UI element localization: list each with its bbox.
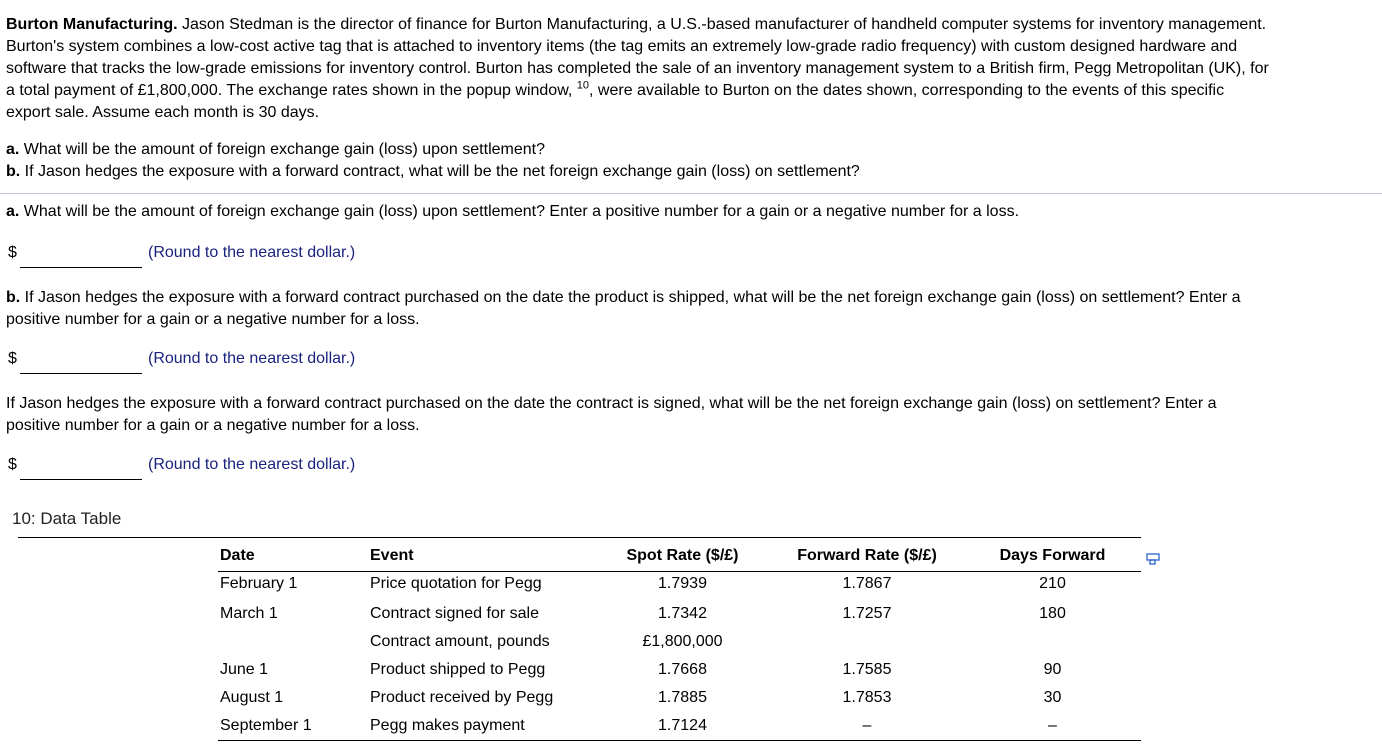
table-cell-forward: 1.7853	[842, 689, 892, 706]
table-cell-date: August 1	[220, 689, 284, 706]
question-b: b. If Jason hedges the exposure with a forward contract, what will be the net foreign exchange gain (loss) on settlement?	[6, 163, 860, 180]
table-bottom-rule	[218, 740, 1141, 741]
table-cell-date: June 1	[220, 661, 269, 678]
answer-input-b[interactable]	[20, 350, 142, 374]
rounding-hint: (Round to the nearest dollar.)	[148, 456, 356, 473]
table-cell-days: 30	[1043, 689, 1062, 706]
table-cell-event: Pegg makes payment	[370, 717, 525, 734]
table-cell-spot: 1.7668	[658, 661, 707, 678]
table-cell-forward: –	[862, 717, 872, 734]
header-rule	[218, 571, 1141, 572]
rounding-hint: (Round to the nearest dollar.)	[148, 350, 356, 367]
intro-line-4a: a total payment of £1,800,000. The exchange rates shown in the popup window,	[6, 82, 573, 99]
part-a-prompt: a. What will be the amount of foreign exchange gain (loss) upon settlement? Enter a positive number for a gain or a negative number for a loss.	[6, 203, 1020, 220]
table-cell-forward: 1.7585	[842, 661, 892, 678]
table-cell-spot: 1.7342	[658, 605, 707, 622]
table-cell-spot: 1.7124	[658, 717, 707, 734]
table-cell-days: 210	[1039, 575, 1066, 592]
table-cell-days: –	[1048, 717, 1057, 734]
expand-table-icon[interactable]	[1146, 553, 1160, 565]
table-cell-event: Contract amount, pounds	[370, 633, 550, 650]
answer-input-c[interactable]	[20, 456, 142, 480]
header-days-forward: Days Forward	[999, 547, 1106, 564]
table-cell-date: September 1	[220, 717, 312, 734]
header-event: Event	[370, 547, 414, 564]
problem-intro	[6, 14, 1376, 124]
header-forward-rate: Forward Rate ($/£)	[797, 547, 937, 564]
table-cell-event: Price quotation for Pegg	[370, 575, 542, 592]
table-cell-forward: 1.7257	[842, 605, 892, 622]
section-divider	[0, 193, 1382, 194]
part-b-prompt: b. If Jason hedges the exposure with a forward contract purchased on the date the product is shipped, what will be the net foreign exchange gain (loss) on settlement? Enter a positive number for a gain or a negative number for a loss.	[6, 289, 1241, 328]
intro-line-2: Burton's system combines a low-cost active tag that is attached to inventory items (the tag emits an extremely low-grade radio frequency) with custom designed hardware and	[6, 38, 1238, 55]
problem-title: Burton Manufacturing.	[6, 16, 178, 33]
answer-input-a[interactable]	[20, 244, 142, 268]
intro-line-1: Jason Stedman is the director of finance for Burton Manufacturing, a U.S.-based manufacturer of handheld computer systems for inventory management.	[182, 16, 1267, 33]
dollar-sign: $	[8, 456, 17, 473]
part-c-prompt: If Jason hedges the exposure with a forward contract purchased on the date the contract is signed, what will be the net foreign exchange gain (loss) on settlement? Enter a positive number for a gain or a negative number for a loss.	[6, 395, 1217, 434]
intro-line-5: export sale. Assume each month is 30 days.	[6, 104, 320, 121]
table-cell-spot: 1.7939	[658, 575, 707, 592]
table-cell-date: March 1	[220, 605, 278, 622]
data-table-label: 10: Data Table	[12, 509, 122, 528]
header-date: Date	[220, 547, 255, 564]
table-cell-event: Product shipped to Pegg	[370, 661, 546, 678]
table-cell-date: February 1	[220, 575, 298, 592]
table-cell-days: 90	[1043, 661, 1062, 678]
dollar-sign: $	[8, 350, 17, 367]
table-cell-days: 180	[1039, 605, 1066, 622]
table-cell-spot: 1.7885	[658, 689, 707, 706]
footnote-link[interactable]: 10	[576, 79, 590, 92]
header-spot-rate: Spot Rate ($/£)	[626, 547, 739, 564]
question-a: a. What will be the amount of foreign exchange gain (loss) upon settlement?	[6, 141, 545, 158]
question-list	[6, 139, 860, 183]
dollar-sign: $	[8, 244, 17, 261]
intro-line-3: software that tracks the low-grade emissions for inventory control. Burton has completed the sale of an inventory management system to a British firm, Pegg Metropolitan (UK), for	[6, 60, 1269, 77]
table-cell-event: Product received by Pegg	[370, 689, 554, 706]
table-cell-spot: £1,800,000	[642, 633, 723, 650]
intro-line-4b: , were available to Burton on the dates shown, corresponding to the events of this specific	[589, 82, 1225, 99]
table-top-rule	[18, 537, 1141, 538]
table-cell-event: Contract signed for sale	[370, 605, 539, 622]
table-cell-forward: 1.7867	[842, 575, 892, 592]
rounding-hint: (Round to the nearest dollar.)	[148, 244, 356, 261]
